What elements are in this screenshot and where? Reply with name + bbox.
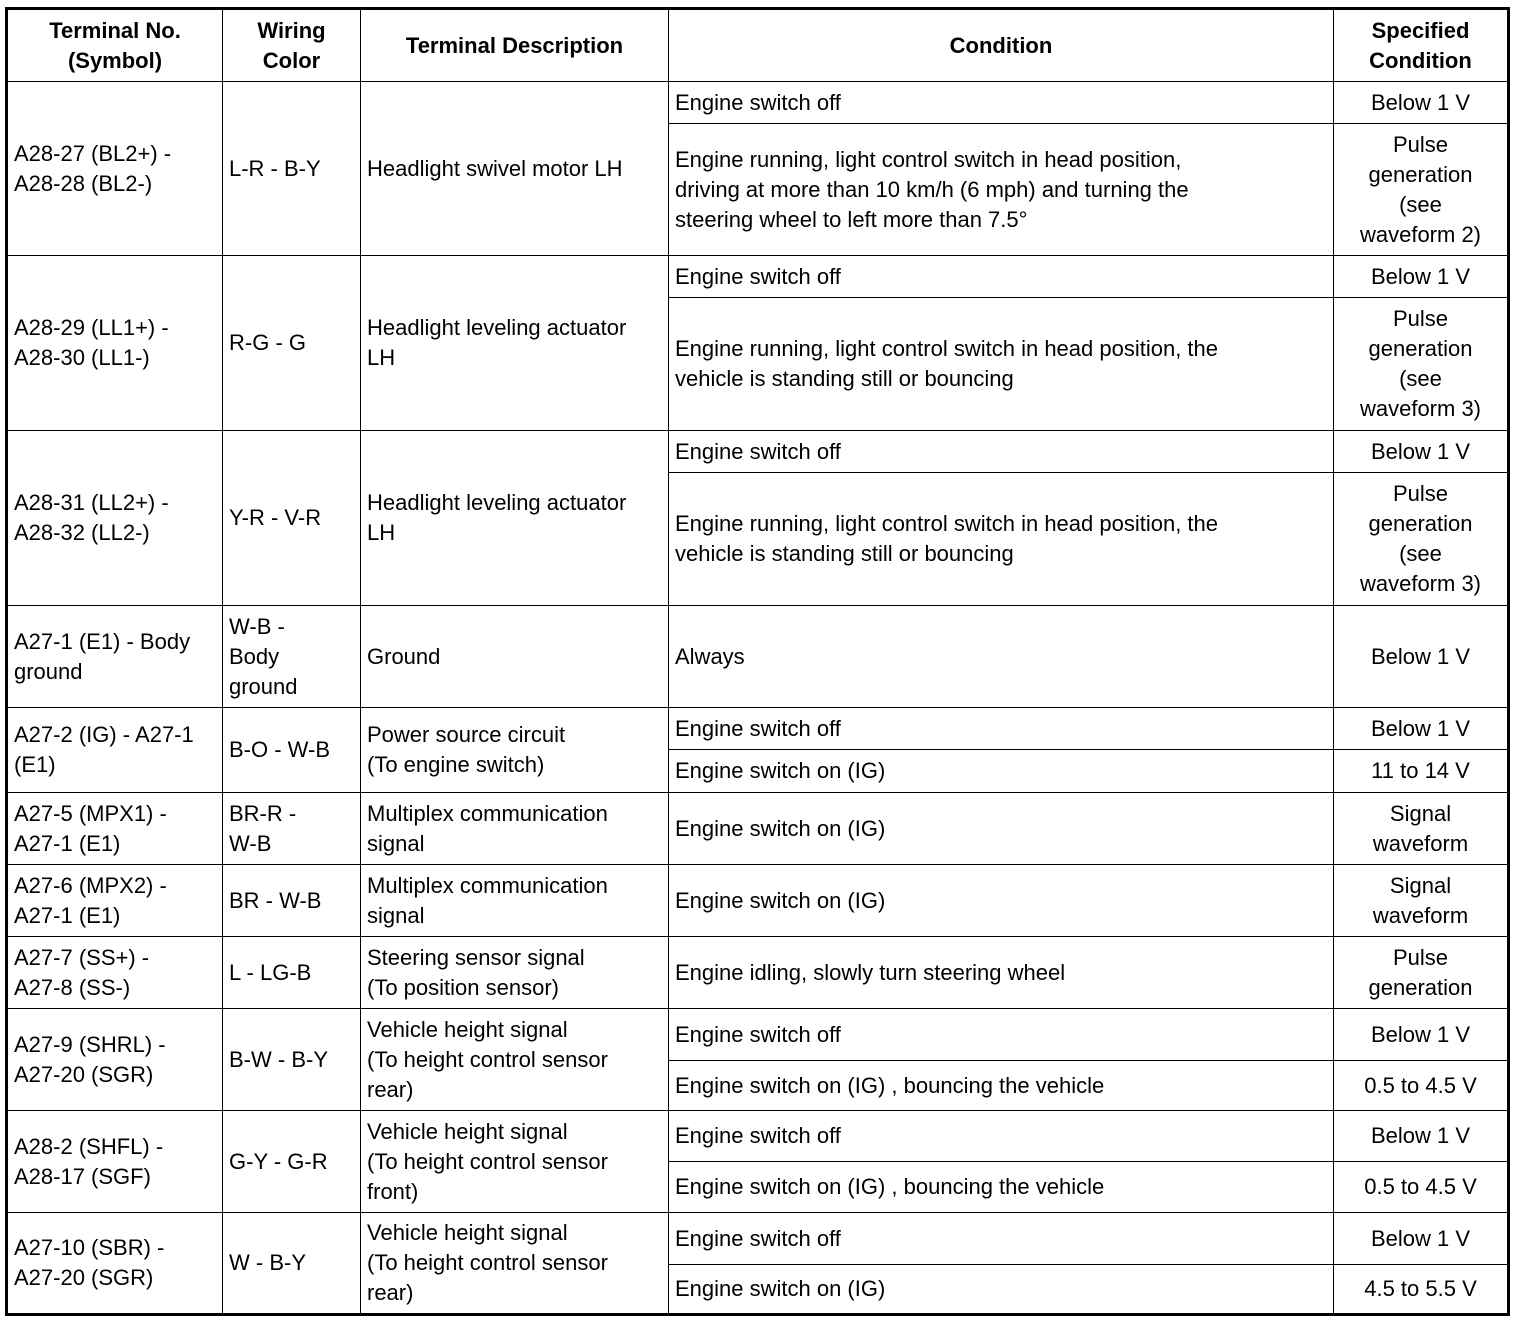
terminal-cell: A27-7 (SS+) - A27-8 (SS-): [7, 937, 223, 1009]
table-row: [7, 82, 1509, 124]
description-cell: Headlight swivel motor LH: [361, 82, 669, 256]
spec-cell: Pulse generation (see waveform 3): [1334, 473, 1509, 606]
wiring-cell: L - LG-B: [223, 937, 361, 1009]
wiring-cell: G-Y - G-R: [223, 1111, 361, 1213]
spec-cell: Below 1 V: [1334, 1009, 1509, 1061]
spec-cell: Below 1 V: [1334, 256, 1509, 298]
terminal-cell: A27-2 (IG) - A27-1 (E1): [7, 708, 223, 793]
spec-cell: Below 1 V: [1334, 82, 1509, 124]
description-cell: Multiplex communication signal: [361, 865, 669, 937]
table-row: [7, 708, 1509, 750]
description-cell: Steering sensor signal (To position sensor): [361, 937, 669, 1009]
table-row: [7, 1111, 1509, 1162]
wiring-cell: R-G - G: [223, 256, 361, 431]
condition-cell: Engine switch off: [669, 1111, 1334, 1162]
wiring-cell: L-R - B-Y: [223, 82, 361, 256]
spec-cell: Pulse generation (see waveform 3): [1334, 298, 1509, 431]
spec-cell: Below 1 V: [1334, 431, 1509, 473]
condition-cell: Engine switch on (IG): [669, 793, 1334, 865]
table-row: [7, 793, 1509, 865]
description-cell: Ground: [361, 606, 669, 708]
terminal-cell: A28-2 (SHFL) - A28-17 (SGF): [7, 1111, 223, 1213]
spec-cell: 4.5 to 5.5 V: [1334, 1265, 1509, 1315]
terminal-spec-table: [5, 7, 1510, 1316]
condition-cell: Engine running, light control switch in head position, driving at more than 10 km/h (6 mph) and turning the steering wheel to left more than 7.5°: [669, 124, 1334, 256]
table-row: [7, 1009, 1509, 1061]
wiring-cell: Y-R - V-R: [223, 431, 361, 606]
table-row: [7, 1213, 1509, 1265]
condition-cell: Engine idling, slowly turn steering wheel: [669, 937, 1334, 1009]
header-terminal: Terminal No. (Symbol): [7, 9, 223, 82]
terminal-cell: A27-10 (SBR) - A27-20 (SGR): [7, 1213, 223, 1315]
terminal-cell: A28-27 (BL2+) - A28-28 (BL2-): [7, 82, 223, 256]
condition-cell: Engine switch off: [669, 431, 1334, 473]
description-cell: Power source circuit (To engine switch): [361, 708, 669, 793]
spec-cell: Signal waveform: [1334, 793, 1509, 865]
condition-cell: Engine switch off: [669, 82, 1334, 124]
spec-cell: Below 1 V: [1334, 1111, 1509, 1162]
spec-cell: Below 1 V: [1334, 606, 1509, 708]
spec-cell: 0.5 to 4.5 V: [1334, 1162, 1509, 1213]
spec-cell: Signal waveform: [1334, 865, 1509, 937]
condition-cell: Engine switch on (IG): [669, 1265, 1334, 1315]
spec-cell: Pulse generation (see waveform 2): [1334, 124, 1509, 256]
condition-cell: Engine switch off: [669, 256, 1334, 298]
header-row: [7, 9, 1509, 82]
description-cell: Vehicle height signal (To height control sensor rear): [361, 1213, 669, 1315]
wiring-cell: BR-R - W-B: [223, 793, 361, 865]
condition-cell: Engine switch on (IG): [669, 750, 1334, 793]
condition-cell: Engine switch off: [669, 1009, 1334, 1061]
wiring-cell: B-O - W-B: [223, 708, 361, 793]
wiring-cell: W-B - Body ground: [223, 606, 361, 708]
terminal-cell: A27-5 (MPX1) - A27-1 (E1): [7, 793, 223, 865]
description-cell: Vehicle height signal (To height control sensor front): [361, 1111, 669, 1213]
terminal-cell: A28-29 (LL1+) - A28-30 (LL1-): [7, 256, 223, 431]
table-row: [7, 256, 1509, 298]
terminal-cell: A28-31 (LL2+) - A28-32 (LL2-): [7, 431, 223, 606]
description-cell: Headlight leveling actuator LH: [361, 256, 669, 431]
description-cell: Vehicle height signal (To height control sensor rear): [361, 1009, 669, 1111]
spec-cell: Pulse generation: [1334, 937, 1509, 1009]
spec-cell: 11 to 14 V: [1334, 750, 1509, 793]
description-cell: Multiplex communication signal: [361, 793, 669, 865]
spec-cell: Below 1 V: [1334, 1213, 1509, 1265]
wiring-cell: W - B-Y: [223, 1213, 361, 1315]
wiring-cell: BR - W-B: [223, 865, 361, 937]
table-row: [7, 865, 1509, 937]
description-cell: Headlight leveling actuator LH: [361, 431, 669, 606]
condition-cell: Engine switch off: [669, 1213, 1334, 1265]
spec-cell: 0.5 to 4.5 V: [1334, 1061, 1509, 1111]
header-condition: Condition: [669, 9, 1334, 82]
condition-cell: Engine running, light control switch in head position, the vehicle is standing still or bouncing: [669, 473, 1334, 606]
terminal-cell: A27-9 (SHRL) - A27-20 (SGR): [7, 1009, 223, 1111]
terminal-cell: A27-6 (MPX2) - A27-1 (E1): [7, 865, 223, 937]
spec-cell: Below 1 V: [1334, 708, 1509, 750]
header-wiring-color: Wiring Color: [223, 9, 361, 82]
wiring-cell: B-W - B-Y: [223, 1009, 361, 1111]
terminal-cell: A27-1 (E1) - Body ground: [7, 606, 223, 708]
condition-cell: Engine switch on (IG) , bouncing the vehicle: [669, 1162, 1334, 1213]
header-specified-condition: Specified Condition: [1334, 9, 1509, 82]
condition-cell: Always: [669, 606, 1334, 708]
table-row: [7, 937, 1509, 1009]
condition-cell: Engine switch on (IG): [669, 865, 1334, 937]
condition-cell: Engine running, light control switch in head position, the vehicle is standing still or bouncing: [669, 298, 1334, 431]
condition-cell: Engine switch on (IG) , bouncing the vehicle: [669, 1061, 1334, 1111]
condition-cell: Engine switch off: [669, 708, 1334, 750]
table-row: [7, 431, 1509, 473]
header-terminal-description: Terminal Description: [361, 9, 669, 82]
table-row: [7, 606, 1509, 708]
